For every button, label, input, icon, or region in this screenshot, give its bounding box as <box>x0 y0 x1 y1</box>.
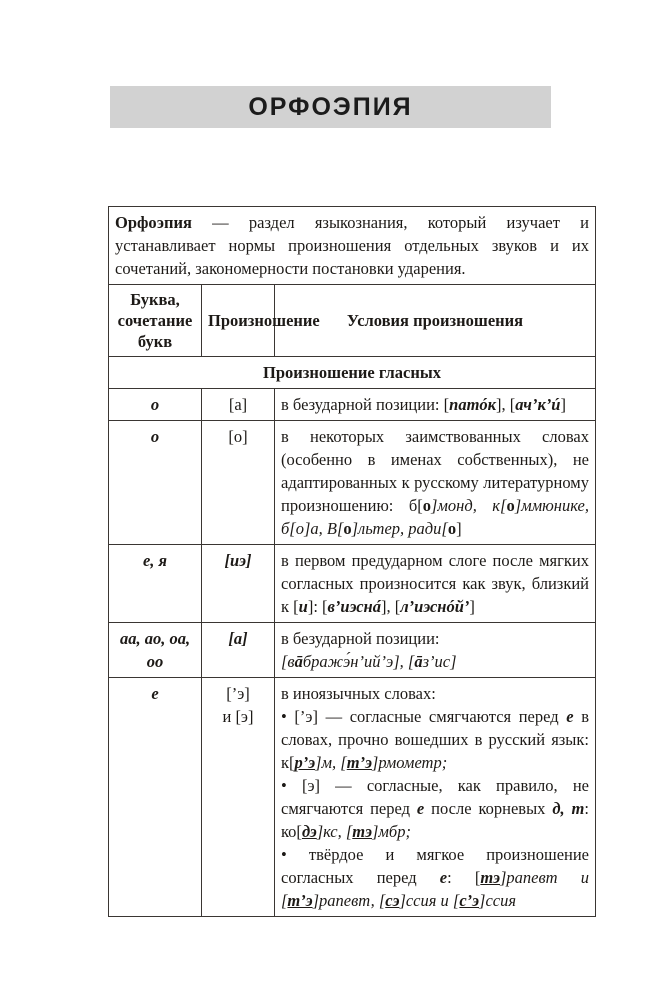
orthoepy-table <box>108 206 596 917</box>
text-fragment: : ко[ <box>281 799 589 841</box>
header-row <box>109 285 596 357</box>
text-fragment: в <box>287 652 295 671</box>
text-fragment: ]рмометр; <box>371 753 448 772</box>
text-fragment: ]кс, [ <box>316 822 353 841</box>
transcription: ā <box>414 652 423 671</box>
highlight: е <box>416 799 425 818</box>
text-fragment: ]рапевт и [ <box>281 868 589 910</box>
text-fragment: ]мбр; <box>371 822 411 841</box>
text-fragment: бражэ́н’ий’э], [ <box>302 652 415 671</box>
text-fragment: ]ссия и [ <box>399 891 460 910</box>
table-row <box>109 623 596 678</box>
highlight: о <box>422 496 431 515</box>
transcription: л’иэснóй’ <box>400 597 470 616</box>
title-bar <box>110 86 551 128</box>
sound-cell: [а] <box>202 389 275 421</box>
text-fragment: ]ммюнике, б[о]а, В[ <box>281 496 589 538</box>
page-title: ОРФОЭПИЯ <box>248 92 413 121</box>
text-fragment: • [э] — согласные, как правило, не смягчаются перед <box>281 776 589 818</box>
text-fragment: после корневых <box>424 799 553 818</box>
condition-cell <box>275 678 596 917</box>
highlight: о <box>506 496 515 515</box>
letter-cell: е, я <box>109 545 202 623</box>
sound-cell: [а] <box>202 623 275 678</box>
highlight: о <box>343 519 352 538</box>
text-fragment: в безударной позиции: [ <box>281 395 450 414</box>
transcription: и <box>298 597 308 616</box>
header-conditions: Условия произношения <box>275 285 596 357</box>
transcription: сэ <box>385 891 400 910</box>
intro-term: Орфоэпия <box>115 213 192 232</box>
text-fragment: ]льтер, ради[ <box>351 519 448 538</box>
text-fragment: [ <box>281 652 288 671</box>
transcription: дэ <box>301 822 317 841</box>
text-fragment: ]монд, к[ <box>430 496 507 515</box>
transcription: тэ <box>352 822 372 841</box>
condition-cell <box>275 623 596 678</box>
intro-row <box>109 207 596 285</box>
text-fragment: в словах, прочно вошедших в русский язык: к[ <box>281 707 589 772</box>
text-fragment: в первом предударном слоге после мягких согласных произносится как звук, близкий к [ <box>281 551 589 616</box>
text-fragment: • твёрдое и мягкое произношение согласных перед <box>281 845 589 887</box>
letter-cell: о <box>109 389 202 421</box>
sound-soft: [’э] <box>226 684 250 703</box>
section-row <box>109 357 596 389</box>
condition-cell <box>275 421 596 545</box>
highlight: д, т <box>552 799 585 818</box>
text-fragment: ] <box>560 395 566 414</box>
sound-cell: [о] <box>202 421 275 545</box>
transcription: ā <box>294 652 303 671</box>
text-fragment: ]рапевт, [ <box>312 891 386 910</box>
sound-cell <box>202 678 275 917</box>
highlight: е <box>566 707 574 726</box>
condition-cell <box>275 389 596 421</box>
transcription: с’э <box>459 891 480 910</box>
table-row <box>109 421 596 545</box>
sound-hard: и [э] <box>222 707 254 726</box>
letter-cell: аа, ао, оа, оо <box>109 623 202 678</box>
transcription: т’э <box>287 891 313 910</box>
text-fragment: в иноязычных словах: <box>281 684 436 703</box>
letter-cell: е <box>109 678 202 917</box>
table-row <box>109 678 596 917</box>
text-fragment: ]: [ <box>307 597 328 616</box>
text-fragment: в некоторых заимствованных словах (особенно в именах собственных), не адаптированных к русскому литературному произношению: б[ <box>281 427 589 515</box>
text-fragment: з’ис] <box>422 652 457 671</box>
transcription: р’э <box>294 753 316 772</box>
header-letter: Буква, сочетание букв <box>109 285 202 357</box>
text-fragment: ]ссия <box>479 891 517 910</box>
transcription: в’иэснá <box>327 597 381 616</box>
table-row <box>109 389 596 421</box>
transcription: патóк <box>449 395 497 414</box>
transcription: ач’к’ú <box>515 395 561 414</box>
highlight: е <box>439 868 448 887</box>
transcription: т’э <box>346 753 372 772</box>
text-fragment: ]м, [ <box>315 753 347 772</box>
text-fragment: • [’э] — согласные смягчаются перед <box>281 707 567 726</box>
text-fragment: : [ <box>447 868 481 887</box>
text-fragment: в безударной позиции: <box>281 629 440 648</box>
text-fragment: ], [ <box>496 395 516 414</box>
letter-cell: о <box>109 421 202 545</box>
text-fragment: ], [ <box>380 597 401 616</box>
sound-cell: [иэ] <box>202 545 275 623</box>
condition-cell <box>275 545 596 623</box>
intro-definition <box>109 207 596 285</box>
transcription: тэ <box>480 868 501 887</box>
table-row <box>109 545 596 623</box>
text-fragment: ] <box>469 597 475 616</box>
text-fragment: ] <box>456 519 462 538</box>
header-sound: Произношение <box>202 285 275 357</box>
highlight: о <box>447 519 457 538</box>
section-title: Произношение гласных <box>109 357 596 389</box>
intro-text: — раздел языкознания, который изучает и устанавливает нормы произношения отдельных звуков и их сочетаний, закономерности постановки ударения. <box>115 213 589 278</box>
